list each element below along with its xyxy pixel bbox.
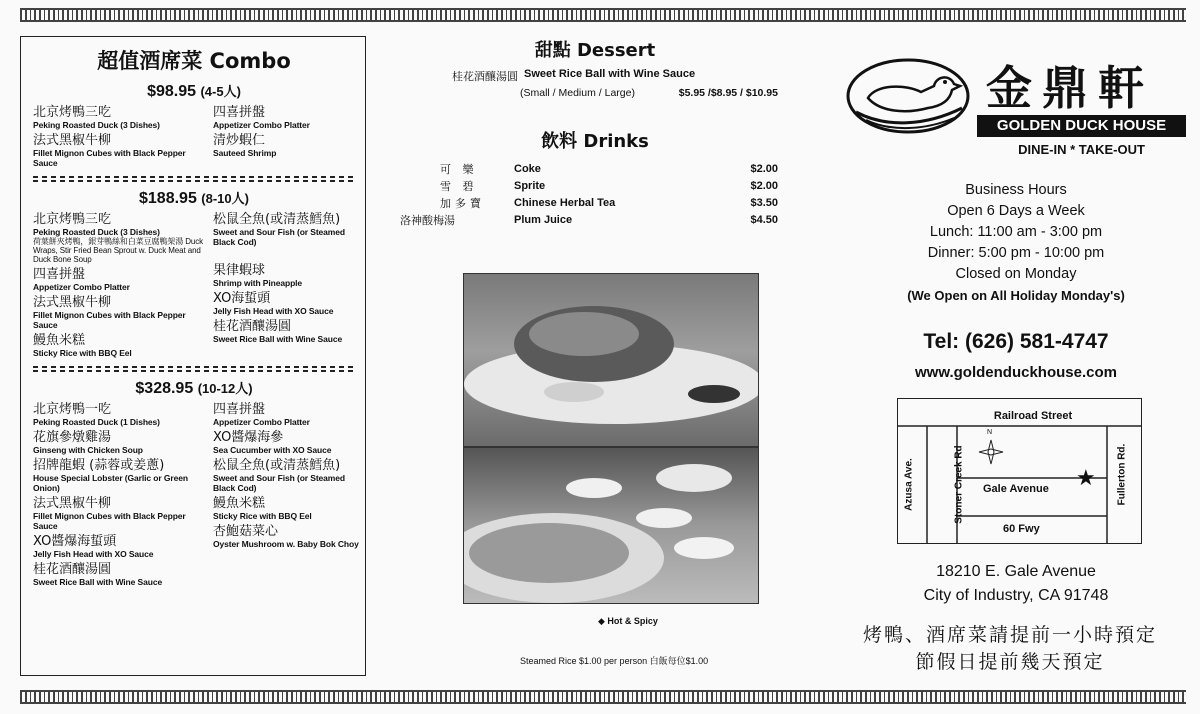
item-en: Fillet Mignon Cubes with Black Pepper Sauce bbox=[33, 148, 186, 168]
stoner-creek-label: Stoner Creek Rd bbox=[953, 445, 965, 524]
holiday-note: (We Open on All Holiday Monday's) bbox=[907, 288, 1125, 303]
hot-spicy-label: Hot & Spicy bbox=[607, 616, 658, 626]
drink-item bbox=[400, 212, 790, 229]
item-zh: 四喜拼盤 bbox=[33, 267, 86, 282]
combo-price-1 bbox=[33, 81, 355, 101]
dashed-divider bbox=[33, 366, 355, 372]
item-en: Shrimp with Pineapple bbox=[213, 278, 303, 288]
roast-duck-illustration bbox=[464, 274, 758, 446]
item-en: Sweet and Sour Fish (or Steamed Black Cod) bbox=[213, 227, 345, 247]
middle-column bbox=[400, 36, 790, 229]
drink-zh: 可 樂 bbox=[440, 163, 478, 176]
combo-panel bbox=[20, 36, 366, 676]
drink-price: $4.50 bbox=[750, 214, 778, 226]
drink-zh: 雪 碧 bbox=[440, 180, 478, 193]
menu-item bbox=[33, 295, 209, 330]
item-en: Oyster Mushroom w. Baby Bok Choy bbox=[213, 539, 359, 549]
price-value: $188.95 bbox=[139, 190, 197, 207]
hours-closed: Closed on Monday bbox=[955, 266, 1077, 282]
combo-title: 超值酒席菜 Combo bbox=[97, 49, 291, 73]
dessert-sizes: (Small / Medium / Large) bbox=[520, 87, 635, 99]
hours-lunch: Lunch: 11:00 am - 3:00 pm bbox=[929, 224, 1103, 240]
dishes-photo bbox=[463, 447, 759, 604]
reservation-note-line2: 節假日提前幾天預定 bbox=[915, 651, 1105, 673]
freeway-label: 60 Fwy bbox=[1003, 523, 1040, 535]
item-zh: 清炒蝦仁 bbox=[213, 133, 266, 148]
item-en: Fillet Mignon Cubes with Black Pepper Sauce bbox=[33, 511, 186, 531]
item-zh: 北京烤鴨一吃 bbox=[33, 402, 112, 417]
item-en: Peking Roasted Duck (3 Dishes) bbox=[33, 120, 160, 130]
drink-item bbox=[400, 178, 790, 195]
dessert-zh: 桂花酒釀湯圓 bbox=[452, 70, 518, 83]
reservation-note-line1: 烤鴨、酒席菜請提前一小時預定 bbox=[862, 624, 1157, 646]
item-zh: 松鼠全魚(或清蒸鱈魚) bbox=[213, 458, 341, 473]
item-zh: 北京烤鴨三吃 bbox=[33, 212, 112, 227]
drink-en: Coke bbox=[514, 163, 541, 175]
dessert-prices: $5.95 /$8.95 / $10.95 bbox=[678, 87, 778, 99]
menu-item bbox=[33, 105, 209, 130]
compass-north-label: N bbox=[987, 429, 993, 436]
phone-number[interactable]: Tel: (626) 581-4747 bbox=[923, 330, 1109, 353]
address-city: City of Industry, CA 91748 bbox=[923, 587, 1109, 604]
gale-avenue-label: Gale Avenue bbox=[983, 483, 1049, 495]
azusa-ave-label: Azusa Ave. bbox=[903, 458, 915, 511]
item-zh: 四喜拼盤 bbox=[213, 402, 266, 417]
menu-item bbox=[213, 105, 363, 130]
menu-item bbox=[33, 458, 209, 493]
item-en: House Special Lobster (Garlic or Green Onion) bbox=[33, 473, 188, 493]
menu-item bbox=[213, 263, 363, 288]
party-size: (10-12人) bbox=[197, 381, 253, 396]
combo-price-2 bbox=[33, 188, 355, 208]
item-en: Ginseng with Chicken Soup bbox=[33, 445, 143, 455]
item-zh: 招牌龍蝦 (蒜蓉或姜蔥) bbox=[33, 458, 165, 473]
item-en: Sticky Rice with BBQ Eel bbox=[213, 511, 312, 521]
address bbox=[846, 560, 1186, 608]
dishes-illustration bbox=[464, 448, 758, 603]
party-size: (4-5人) bbox=[200, 84, 241, 99]
greek-key-border-bottom bbox=[20, 690, 1186, 704]
price-value: $98.95 bbox=[147, 83, 197, 100]
dessert-en: Sweet Rice Ball with Wine Sauce bbox=[524, 68, 696, 80]
drink-en: Sprite bbox=[514, 180, 546, 192]
item-en: Appetizer Combo Platter bbox=[33, 282, 130, 292]
dashed-divider bbox=[33, 176, 355, 182]
menu-item bbox=[33, 534, 209, 559]
drink-item bbox=[400, 195, 790, 212]
item-en: Sticky Rice with BBQ Eel bbox=[33, 348, 132, 358]
item-zh: 法式黑椒牛柳 bbox=[33, 133, 112, 148]
menu-item bbox=[213, 402, 363, 427]
business-hours bbox=[846, 180, 1186, 306]
menu-item bbox=[213, 291, 363, 316]
combo-set-2 bbox=[33, 212, 355, 361]
price-value: $328.95 bbox=[135, 380, 194, 397]
item-en: Sea Cucumber with XO Sauce bbox=[213, 445, 332, 455]
item-zh: 法式黑椒牛柳 bbox=[33, 295, 112, 310]
restaurant-name-zh: 金鼎軒 bbox=[986, 61, 1154, 115]
menu-item bbox=[213, 430, 363, 455]
item-zh: 桂花酒釀湯圓 bbox=[33, 562, 112, 577]
address-street: 18210 E. Gale Avenue bbox=[936, 563, 1096, 580]
item-zh: XO海蜇頭 bbox=[213, 291, 271, 306]
duck-logo-icon bbox=[846, 56, 970, 136]
item-zh: 鰻魚米糕 bbox=[33, 333, 86, 348]
combo-set-1 bbox=[33, 105, 355, 171]
item-zh: 北京烤鴨三吃 bbox=[33, 105, 112, 120]
item-en: Sauteed Shrimp bbox=[213, 148, 277, 158]
menu-item bbox=[33, 333, 209, 358]
menu-item bbox=[33, 430, 209, 455]
item-en: Sweet and Sour Fish (or Steamed Black Cod) bbox=[213, 473, 345, 493]
item-en: Sweet Rice Ball with Wine Sauce bbox=[33, 577, 163, 587]
drink-item bbox=[400, 161, 790, 178]
item-en: Jelly Fish Head with XO Sauce bbox=[33, 549, 154, 559]
menu-item bbox=[213, 458, 363, 493]
menu-item bbox=[33, 212, 209, 264]
dessert-item bbox=[400, 68, 790, 84]
item-zh: 松鼠全魚(或清蒸鱈魚) bbox=[213, 212, 341, 227]
menu-item bbox=[33, 496, 209, 531]
chili-icon: ◆ bbox=[598, 616, 608, 626]
drink-en: Plum Juice bbox=[514, 214, 573, 226]
menu-item bbox=[33, 562, 209, 587]
railroad-street-label: Railroad Street bbox=[993, 410, 1073, 422]
item-zh: XO醬爆海參 bbox=[213, 430, 284, 445]
item-zh: 鰻魚米糕 bbox=[213, 496, 266, 511]
hours-days: Open 6 Days a Week bbox=[947, 203, 1085, 219]
drink-price: $3.50 bbox=[750, 197, 778, 209]
item-zh: 果律蝦球 bbox=[213, 263, 266, 278]
item-detail: 荷葉餅夾烤鴨，銀芽鴨絲和白菜豆腐鴨架湯 Duck Wraps, Stir Fried Bean Sprout w. Duck Meat and Duck Bone Soup bbox=[33, 237, 204, 264]
item-zh: 杏鮑菇菜心 bbox=[213, 524, 279, 539]
hours-heading: Business Hours bbox=[965, 182, 1067, 198]
drink-price: $2.00 bbox=[750, 180, 778, 192]
item-en: Peking Roasted Duck (1 Dishes) bbox=[33, 417, 160, 427]
drink-price: $2.00 bbox=[750, 163, 778, 175]
item-zh: XO醬爆海蜇頭 bbox=[33, 534, 117, 549]
location-star-icon: ★ bbox=[1076, 465, 1096, 490]
restaurant-name-en: GOLDEN DUCK HOUSE bbox=[977, 115, 1186, 137]
item-zh: 桂花酒釀湯圓 bbox=[213, 319, 292, 334]
hours-dinner: Dinner: 5:00 pm - 10:00 pm bbox=[927, 245, 1105, 261]
fullerton-rd-label: Fullerton Rd. bbox=[1116, 443, 1128, 506]
steamed-rice-note: Steamed Rice $1.00 per person 白飯每位$1.00 bbox=[520, 656, 709, 666]
menu-item bbox=[33, 267, 209, 292]
item-zh: 法式黑椒牛柳 bbox=[33, 496, 112, 511]
location-map bbox=[897, 398, 1142, 544]
website-link[interactable]: www.goldenduckhouse.com bbox=[915, 364, 1117, 381]
combo-price-3 bbox=[33, 378, 355, 398]
menu-item bbox=[213, 133, 363, 158]
item-zh: 四喜拼盤 bbox=[213, 105, 266, 120]
menu-item bbox=[213, 496, 363, 521]
compass-icon bbox=[976, 437, 1006, 467]
item-en: Fillet Mignon Cubes with Black Pepper Sauce bbox=[33, 310, 186, 330]
greek-key-border-top bbox=[20, 8, 1186, 22]
drink-en: Chinese Herbal Tea bbox=[514, 197, 616, 209]
item-en: Peking Roasted Duck (3 Dishes) bbox=[33, 227, 160, 237]
roast-duck-photo bbox=[463, 273, 759, 447]
menu-item bbox=[33, 402, 209, 427]
item-en: Jelly Fish Head with XO Sauce bbox=[213, 306, 334, 316]
item-zh: 花旗參燉雞湯 bbox=[33, 430, 112, 445]
drinks-title: 飲料 Drinks bbox=[541, 131, 649, 152]
menu-item bbox=[213, 319, 363, 344]
dessert-title: 甜點 Dessert bbox=[534, 40, 656, 61]
item-en: Appetizer Combo Platter bbox=[213, 417, 310, 427]
item-en: Sweet Rice Ball with Wine Sauce bbox=[213, 334, 343, 344]
item-en: Appetizer Combo Platter bbox=[213, 120, 310, 130]
dessert-sizes-row bbox=[520, 87, 778, 99]
menu-item bbox=[213, 524, 363, 549]
reservation-note bbox=[830, 622, 1190, 676]
menu-item bbox=[33, 133, 209, 168]
drink-zh: 洛神酸梅湯 bbox=[400, 214, 455, 227]
party-size: (8-10人) bbox=[201, 191, 249, 206]
drink-zh: 加多寶 bbox=[440, 197, 485, 210]
menu-item bbox=[213, 212, 363, 247]
service-type: DINE-IN * TAKE-OUT bbox=[1018, 142, 1145, 157]
combo-set-3 bbox=[33, 402, 359, 590]
hot-spicy-legend bbox=[598, 616, 658, 627]
